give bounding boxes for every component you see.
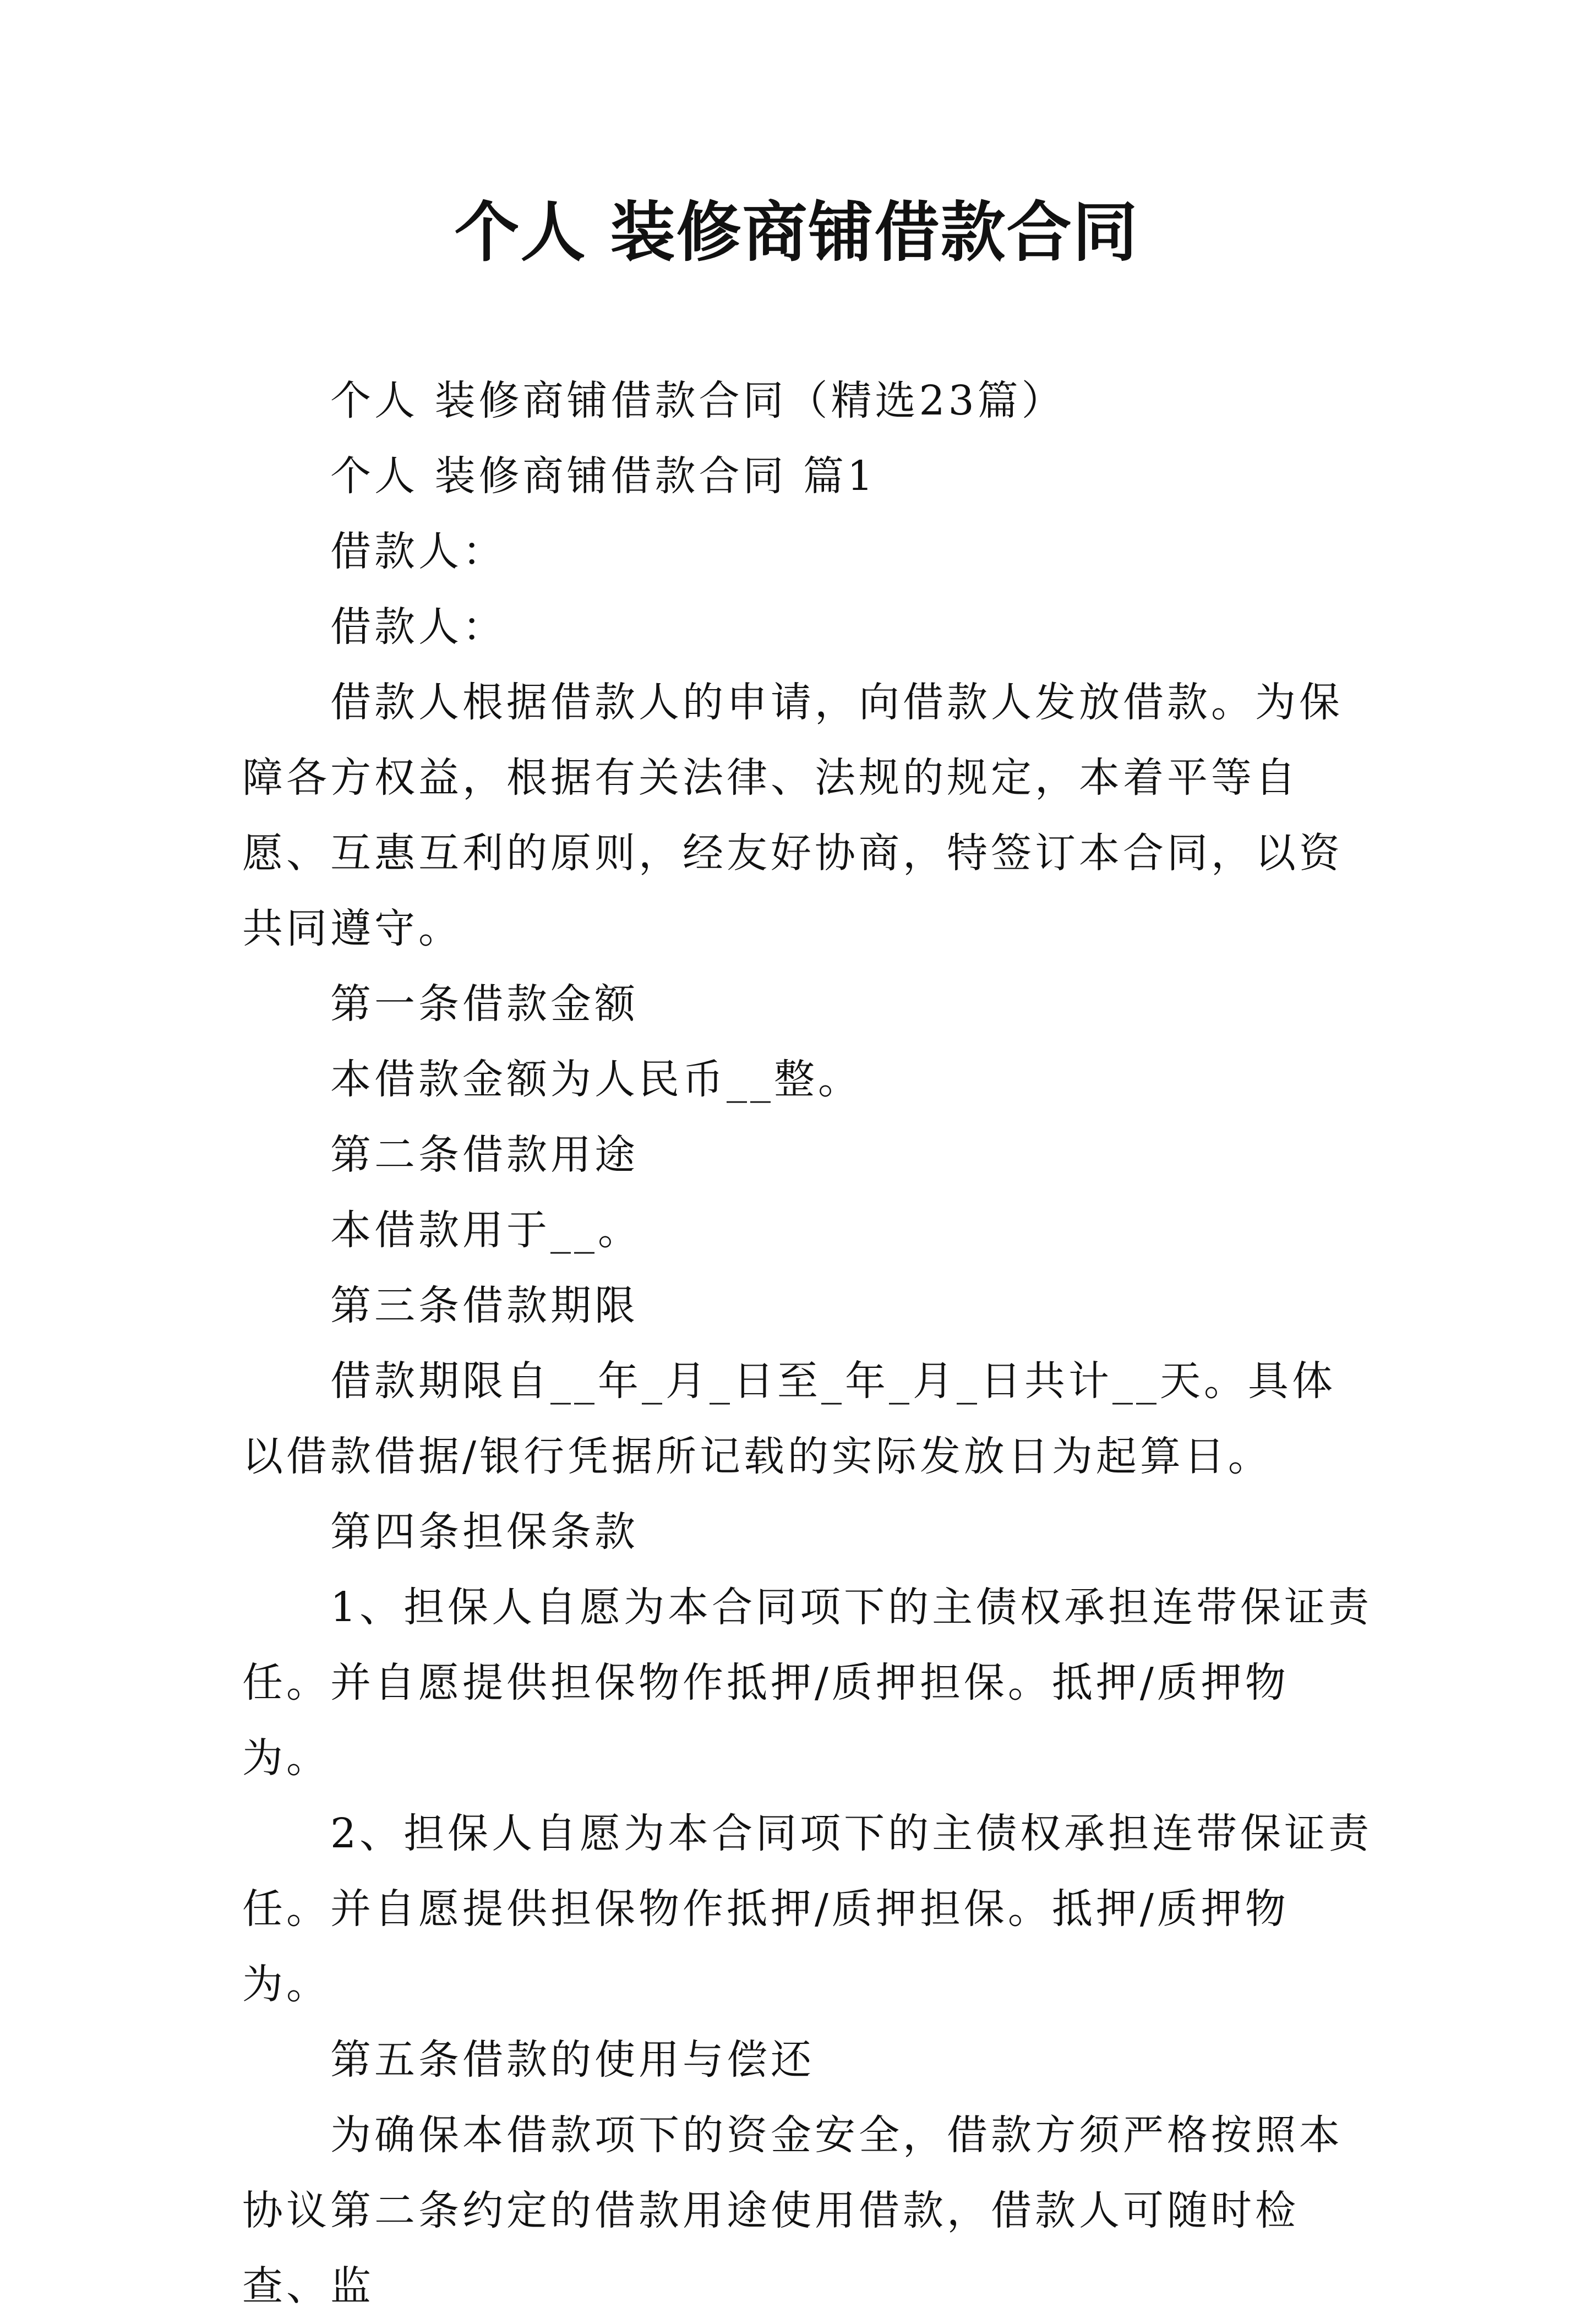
subtitle-paragraph: 个人 装修商铺借款合同（精选23篇） bbox=[330, 377, 1066, 424]
article-5-heading: 第五条借款的使用与偿还 bbox=[330, 2036, 815, 2083]
article-4-item-1: 1、担保人自愿为本合同项下的主债权承担连带保证责任。并自愿提供担保物作抵押/质押担保。抵押/质押物为。 bbox=[242, 1584, 1373, 1782]
borrower-label: 借款人： bbox=[330, 603, 506, 651]
document-title: 个人 装修商铺借款合同 bbox=[454, 194, 1139, 270]
article-4-heading: 第四条担保条款 bbox=[330, 1508, 639, 1556]
article-2-text: 本借款用于__。 bbox=[330, 1207, 642, 1254]
article-3-heading: 第三条借款期限 bbox=[330, 1282, 639, 1329]
article-5-text: 为确保本借款项下的资金安全，借款方须严格按照本协议第二条约定的借款用途使用借款，借款人可随时检查、监 bbox=[242, 2112, 1343, 2310]
article-1-heading: 第一条借款金额 bbox=[330, 980, 639, 1028]
article-3-text: 借款期限自__年_月_日至_年_月_日共计__天。具体以借款借据/银行凭据所记载的实际发放日为起算日。 bbox=[242, 1357, 1336, 1480]
article-4-item-2: 2、担保人自愿为本合同项下的主债权承担连带保证责任。并自愿提供担保物作抵押/质押担保。抵押/质押物为。 bbox=[242, 1810, 1373, 2008]
article-1-text: 本借款金额为人民币__整。 bbox=[330, 1056, 862, 1103]
lender-label: 借款人： bbox=[330, 528, 506, 575]
section-heading: 个人 装修商铺借款合同 篇1 bbox=[330, 452, 877, 500]
article-2-heading: 第二条借款用途 bbox=[330, 1131, 639, 1179]
document-body bbox=[242, 363, 1376, 2324]
preamble-paragraph: 借款人根据借款人的申请，向借款人发放借款。为保障各方权益，根据有关法律、法规的规定，本着平等自愿、互惠互利的原则，经友好协商，特签订本合同，以资共同遵守。 bbox=[242, 679, 1343, 952]
